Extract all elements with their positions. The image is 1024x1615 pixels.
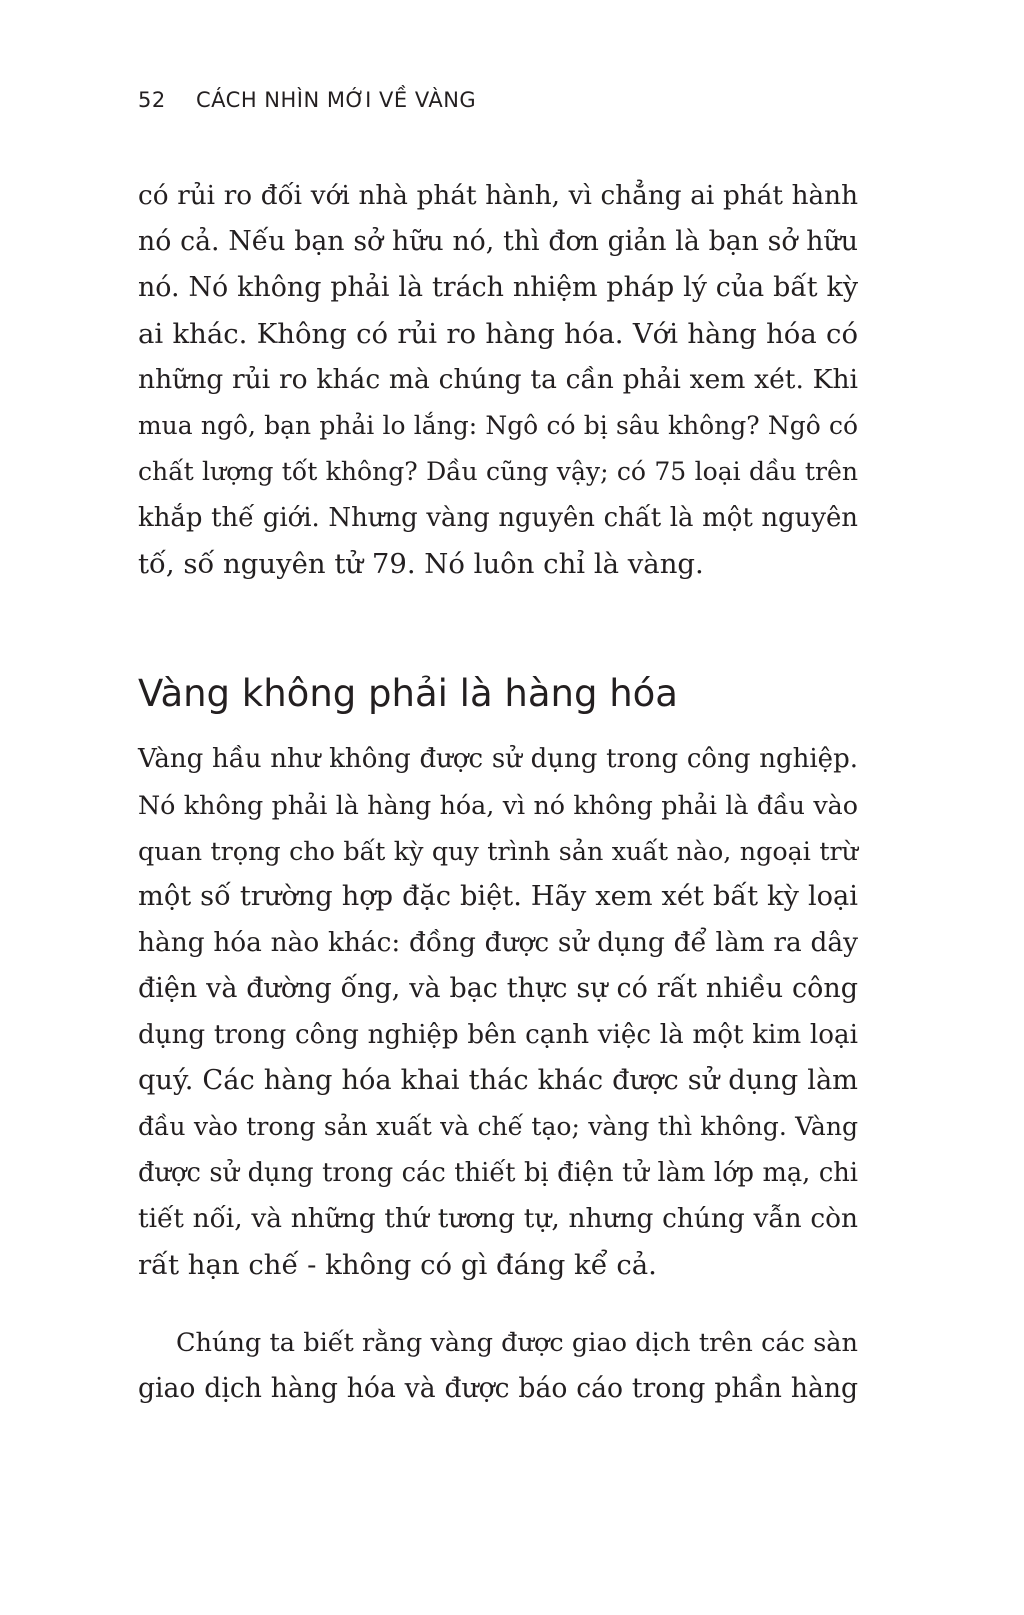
text-line: quan trọng cho bất kỳ quy trình sản xuất nào, ngoại trừ <box>138 836 858 866</box>
text-line: Nó không phải là hàng hóa, vì nó không phải là đầu vào <box>138 790 858 820</box>
text-line: khắp thế giới. Nhưng vàng nguyên chất là một nguyên <box>138 503 858 533</box>
text-line: nó cả. Nếu bạn sở hữu nó, thì đơn giản là bạn sở hữu <box>138 226 858 257</box>
text-line: đầu vào trong sản xuất và chế tạo; vàng thì không. Vàng <box>138 1112 858 1141</box>
text-line: mua ngô, bạn phải lo lắng: Ngô có bị sâu không? Ngô có <box>138 411 858 440</box>
book-title: CÁCH NHÌN MỚI VỀ VÀNG <box>196 88 477 112</box>
paragraph-2 <box>138 736 858 1288</box>
text-line: hàng hóa nào khác: đồng được sử dụng để làm ra dây <box>138 928 858 958</box>
text-line: một số trường hợp đặc biệt. Hãy xem xét bất kỳ loại <box>138 881 858 912</box>
paragraph-3 <box>138 1320 858 1412</box>
text-line: nó. Nó không phải là trách nhiệm pháp lý của bất kỳ <box>138 272 858 303</box>
text-line: tố, số nguyên tử 79. Nó luôn chỉ là vàng. <box>138 548 704 580</box>
page-number: 52 <box>138 88 166 112</box>
text-line: chất lượng tốt không? Dầu cũng vậy; có 75 loại dầu trên <box>138 457 858 486</box>
text-line: điện và đường ống, và bạc thực sự có rất nhiều công <box>138 973 858 1004</box>
text-line: tiết nối, và những thứ tương tự, nhưng chúng vẫn còn <box>138 1204 858 1234</box>
paragraph-1 <box>138 173 858 587</box>
text-line: rất hạn chế - không có gì đáng kể cả. <box>138 1249 657 1281</box>
text-line: Chúng ta biết rằng vàng được giao dịch trên các sàn <box>176 1328 858 1358</box>
text-line: được sử dụng trong các thiết bị điện tử làm lớp mạ, chi <box>138 1158 858 1188</box>
text-line: ai khác. Không có rủi ro hàng hóa. Với hàng hóa có <box>138 318 858 350</box>
text-line: giao dịch hàng hóa và được báo cáo trong phần hàng <box>138 1373 858 1404</box>
text-line: Vàng hầu như không được sử dụng trong công nghiệp. <box>138 744 858 774</box>
text-line: có rủi ro đối với nhà phát hành, vì chẳng ai phát hành <box>138 181 858 211</box>
text-line: những rủi ro khác mà chúng ta cần phải xem xét. Khi <box>138 364 858 395</box>
text-line: dụng trong công nghiệp bên cạnh việc là một kim loại <box>138 1020 858 1050</box>
text-line: quý. Các hàng hóa khai thác khác được sử dụng làm <box>138 1065 858 1096</box>
running-head <box>138 88 476 112</box>
section-heading: Vàng không phải là hàng hóa <box>138 672 678 715</box>
